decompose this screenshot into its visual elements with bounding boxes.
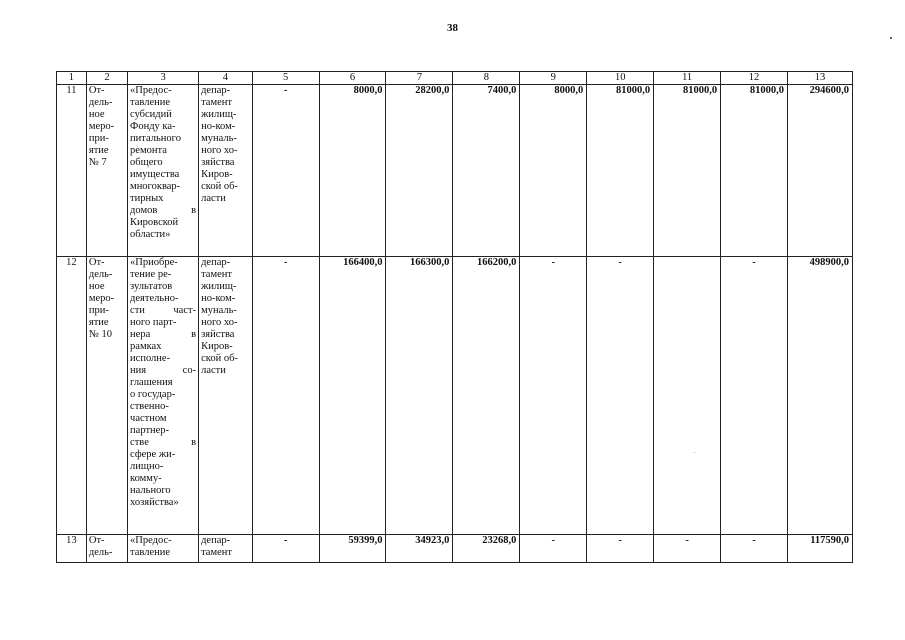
measure-description-cell-line: общего <box>130 157 163 168</box>
executor-cell-line: депар- <box>201 535 231 546</box>
measure-description-cell-line: имущества <box>130 169 180 180</box>
executor-cell-line: ного хо- <box>201 145 238 156</box>
measure-name-cell-line: От- <box>88 257 105 268</box>
executor-cell <box>199 535 253 563</box>
measure-name-cell-line: № 7 <box>88 157 107 168</box>
measure-name-cell-line: дель- <box>88 547 113 558</box>
measure-description-cell-line: ремонта <box>130 145 167 156</box>
amount-cell: 7400,0 <box>453 85 520 257</box>
amount-cell: 166400,0 <box>319 257 386 535</box>
amount-cell: 59399,0 <box>319 535 386 563</box>
header-cell: 4 <box>199 72 253 85</box>
measure-description-cell-line: стве в <box>130 437 197 448</box>
measure-description-cell-line: зультатов <box>130 281 173 292</box>
amount-cell: 34923,0 <box>386 535 453 563</box>
amount-cell: 8000,0 <box>520 85 587 257</box>
executor-cell-line: но-ком- <box>201 121 236 132</box>
measure-name-cell-line: № 10 <box>88 329 113 340</box>
executor-cell-line: но-ком- <box>201 293 236 304</box>
amount-cell: 8000,0 <box>319 85 386 257</box>
executor-cell-line: тамент <box>201 97 232 108</box>
row-number-cell: 13 <box>57 535 87 563</box>
executor-cell-line: ской об- <box>201 181 238 192</box>
amount-cell: - <box>587 257 654 535</box>
row-number-cell: 12 <box>57 257 87 535</box>
measure-name-cell <box>86 257 127 535</box>
measure-description-cell-line: комму- <box>130 473 162 484</box>
executor-cell-line: депар- <box>201 85 231 96</box>
header-cell: 1 <box>57 72 87 85</box>
measure-name-cell-line: дель- <box>88 269 113 280</box>
measure-name-cell <box>86 535 127 563</box>
measure-description-cell-line: партнер- <box>130 425 170 436</box>
amount-cell: 81000,0 <box>654 85 721 257</box>
header-cell: 12 <box>721 72 788 85</box>
amount-cell: 81000,0 <box>587 85 654 257</box>
table-row <box>57 85 853 257</box>
header-cell: 13 <box>788 72 853 85</box>
measure-description-cell <box>128 85 199 257</box>
amount-cell: 166300,0 <box>386 257 453 535</box>
executor-cell-line: тамент <box>201 547 232 558</box>
measure-description-cell-line: тавление <box>130 97 171 108</box>
data-table <box>56 71 853 563</box>
measure-name-cell-line: ятие <box>88 145 109 156</box>
measure-description-cell-line: «Предос- <box>130 85 172 96</box>
executor-cell-line: ласти <box>201 365 226 376</box>
header-cell: 8 <box>453 72 520 85</box>
executor-cell-line: жилищ- <box>201 281 237 292</box>
page-number: 38 <box>447 22 458 34</box>
row-number-cell: 11 <box>57 85 87 257</box>
amount-cell <box>654 257 721 535</box>
amount-cell: - <box>587 535 654 563</box>
measure-name-cell-line: меро- <box>88 121 115 132</box>
header-cell: 7 <box>386 72 453 85</box>
measure-name-cell-line: От- <box>88 85 105 96</box>
executor-cell-line: муналь- <box>201 305 237 316</box>
measure-description-cell-line: субсидий <box>130 109 172 120</box>
amount-cell: - <box>252 535 319 563</box>
executor-cell-line: Киров- <box>201 169 233 180</box>
header-cell: 5 <box>252 72 319 85</box>
header-cell: 9 <box>520 72 587 85</box>
header-cell: 11 <box>654 72 721 85</box>
executor-cell <box>199 257 253 535</box>
executor-cell-line: ласти <box>201 193 226 204</box>
amount-cell: - <box>721 535 788 563</box>
amount-cell: - <box>252 257 319 535</box>
measure-description-cell-line: нера в <box>130 329 197 340</box>
measure-description-cell-line: тирных <box>130 193 164 204</box>
measure-name-cell-line: ное <box>88 281 105 292</box>
total-cell: 498900,0 <box>788 257 853 535</box>
measure-name-cell-line: меро- <box>88 293 115 304</box>
stray-mark <box>890 37 892 39</box>
measure-description-cell-line: «Предос- <box>130 535 172 546</box>
header-row <box>57 72 853 85</box>
executor-cell-line: зяйства <box>201 157 235 168</box>
executor-cell-line: ской об- <box>201 353 238 364</box>
measure-description-cell-line: домов в <box>130 205 197 216</box>
measure-description-cell-line: ного парт- <box>130 317 177 328</box>
executor-cell-line: Киров- <box>201 341 233 352</box>
measure-description-cell-line: ственно- <box>130 401 169 412</box>
measure-description-cell <box>128 535 199 563</box>
measure-description-cell-line: частном <box>130 413 167 424</box>
measure-description-cell-line: Кировской <box>130 217 179 228</box>
measure-description-cell-line: тавление <box>130 547 171 558</box>
amount-cell: 166200,0 <box>453 257 520 535</box>
total-cell: 294600,0 <box>788 85 853 257</box>
measure-description-cell-line: деятельно- <box>130 293 179 304</box>
measure-description-cell-line: тение ре- <box>130 269 172 280</box>
measure-description-cell-line: о государ- <box>130 389 176 400</box>
measure-name-cell-line: дель- <box>88 97 113 108</box>
measure-description-cell-line: исполне- <box>130 353 171 364</box>
amount-cell: - <box>721 257 788 535</box>
header-cell: 3 <box>128 72 199 85</box>
measure-description-cell-line: глашения <box>130 377 173 388</box>
measure-name-cell-line: при- <box>88 133 109 144</box>
measure-description-cell-line: Фонду ка- <box>130 121 176 132</box>
table-row <box>57 257 853 535</box>
executor-cell-line: зяйства <box>201 329 235 340</box>
measure-name-cell-line: От- <box>88 535 105 546</box>
executor-cell-line: муналь- <box>201 133 237 144</box>
measure-description-cell-line: области» <box>130 229 171 240</box>
amount-cell: 81000,0 <box>721 85 788 257</box>
amount-cell: - <box>654 535 721 563</box>
total-cell: 117590,0 <box>788 535 853 563</box>
measure-description-cell-line: «Приобре- <box>130 257 178 268</box>
measure-name-cell <box>86 85 127 257</box>
executor-cell <box>199 85 253 257</box>
header-cell: 2 <box>86 72 127 85</box>
header-cell: 6 <box>319 72 386 85</box>
measure-description-cell-line: нального <box>130 485 171 496</box>
executor-cell-line: ного хо- <box>201 317 238 328</box>
measure-description-cell-line: многоквар- <box>130 181 181 192</box>
amount-cell: - <box>520 535 587 563</box>
measure-name-cell-line: ятие <box>88 317 109 328</box>
table-row <box>57 535 853 563</box>
executor-cell-line: жилищ- <box>201 109 237 120</box>
measure-description-cell-line: хозяйства» <box>130 497 179 508</box>
header-cell: 10 <box>587 72 654 85</box>
executor-cell-line: тамент <box>201 269 232 280</box>
measure-description-cell <box>128 257 199 535</box>
measure-description-cell-line: лищно- <box>130 461 164 472</box>
amount-cell: 23268,0 <box>453 535 520 563</box>
measure-name-cell-line: при- <box>88 305 109 316</box>
executor-cell-line: депар- <box>201 257 231 268</box>
amount-cell: - <box>252 85 319 257</box>
measure-description-cell-line: рамках <box>130 341 162 352</box>
amount-cell: 28200,0 <box>386 85 453 257</box>
measure-name-cell-line: ное <box>88 109 105 120</box>
measure-description-cell-line: ния со- <box>130 365 197 376</box>
measure-description-cell-line: питального <box>130 133 181 144</box>
measure-description-cell-line: сти част- <box>130 305 197 316</box>
amount-cell: - <box>520 257 587 535</box>
measure-description-cell-line: сфере жи- <box>130 449 176 460</box>
